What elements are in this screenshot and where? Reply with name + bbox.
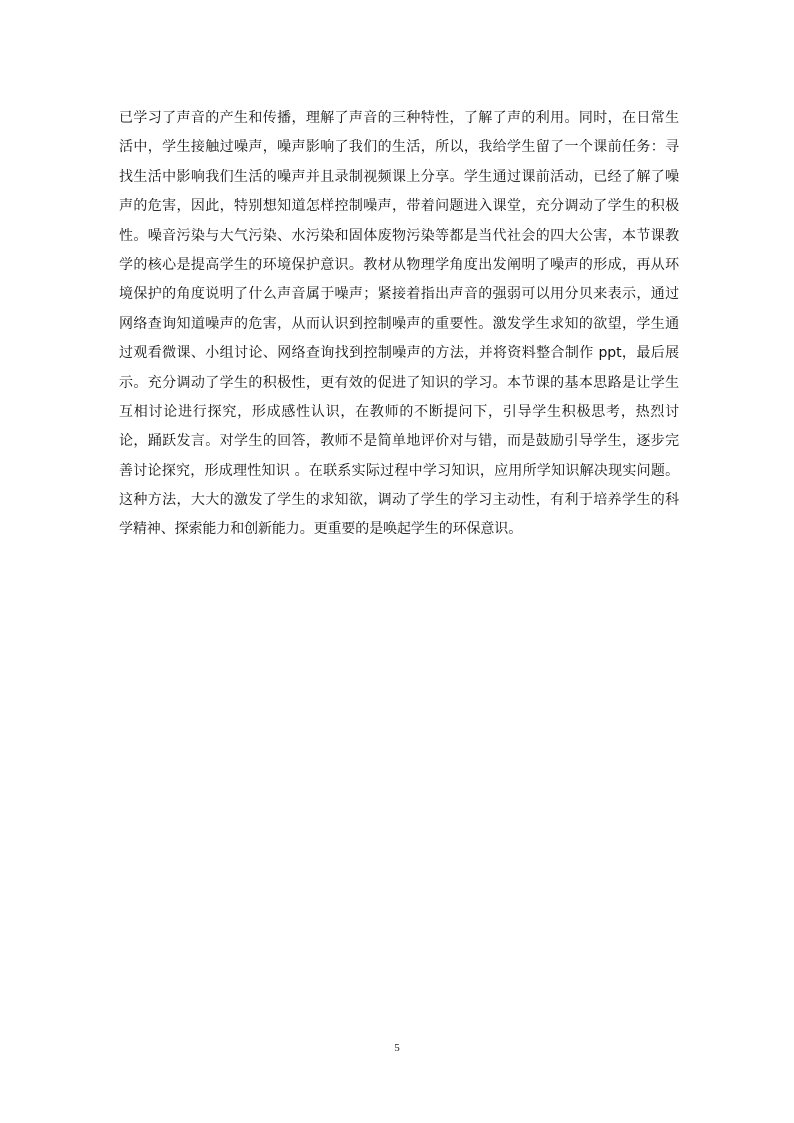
paragraph-line-8: 网络查询知道噪声的危害，从而认识到控制噪声的重要性。激发学生求知的欲望，学生通 (119, 315, 679, 332)
page-number: 5 (394, 1042, 400, 1054)
paragraph-line-2: 活中，学生接触过噪声，噪声影响了我们的生活，所以，我给学生留了一个课前任务：寻 (119, 139, 679, 156)
paragraph-line-15: 学精神、探索能力和创新能力。更重要的是唤起学生的环保意识。 (119, 521, 523, 538)
paragraph-line-6: 学的核心是提高学生的环境保护意识。教材从物理学角度出发阐明了噪声的形成，再从环 (119, 256, 679, 273)
paragraph-line-1: 已学习了声音的产生和传播，理解了声音的三种特性，了解了声的利用。同时，在日常生 (119, 110, 679, 126)
body-paragraph (119, 104, 679, 545)
paragraph-line-3: 找生活中影响我们生活的噪声并且录制视频课上分享。学生通过课前活动，已经了解了噪 (119, 168, 679, 185)
paragraph-line-10: 示。充分调动了学生的积极性，更有效的促进了知识的学习。本节课的基本思路是让学生 (119, 374, 679, 391)
paragraph-line-14: 这种方法，大大的激发了学生的求知欲，调动了学生的学习主动性，有利于培养学生的科 (119, 492, 679, 509)
paragraph-line-12: 论，踊跃发言。对学生的回答，教师不是简单地评价对与错，而是鼓励引导学生，逐步完 (119, 433, 679, 450)
paragraph-line-13: 善讨论探究，形成理性知识 。在联系实际过程中学习知识，应用所学知识解决现实问题。 (119, 462, 679, 479)
paragraph-line-9: 过观看微课、小组讨论、网络查询找到控制噪声的方法，并将资料整合制作 ppt，最后展 (119, 345, 679, 362)
paragraph-line-4: 声的危害，因此，特别想知道怎样控制噪声，带着问题进入课堂，充分调动了学生的积极 (119, 198, 679, 215)
paragraph-line-7: 境保护的角度说明了什么声音属于噪声；紧接着指出声音的强弱可以用分贝来表示，通过 (119, 286, 679, 303)
paragraph-line-11: 互相讨论进行探究，形成感性认识，在教师的不断提问下，引导学生积极思考，热烈讨 (119, 403, 679, 420)
paragraph-line-5: 性。噪音污染与大气污染、水污染和固体废物污染等都是当代社会的四大公害，本节课教 (119, 227, 679, 244)
